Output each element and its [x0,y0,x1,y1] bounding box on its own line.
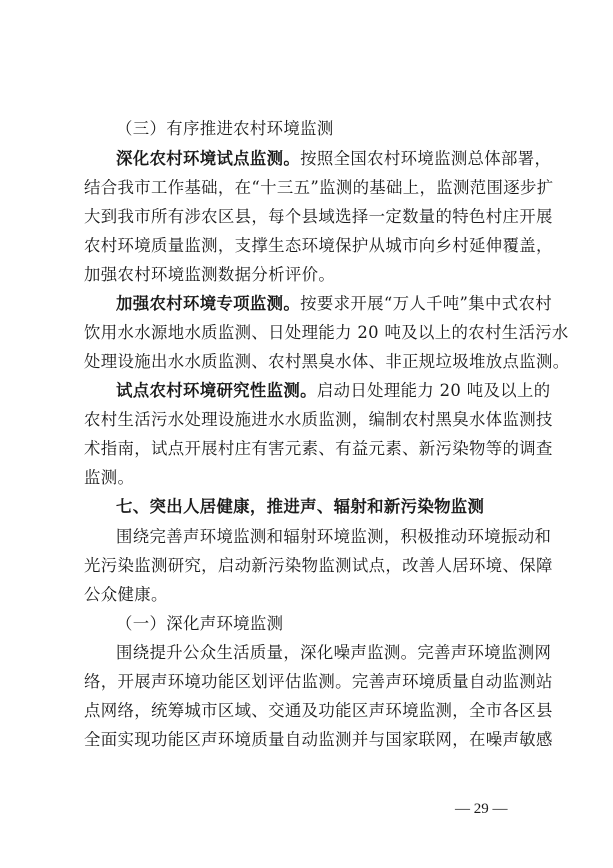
bold-lead: 加强农村环境专项监测。 [116,294,301,313]
paragraph-line [116,294,552,314]
text: 启动日处理能力 20 吨及以上的 [316,381,551,400]
paragraph-line [116,381,551,401]
paragraph-line: 农村生活污水处理设施进水水质监测，编制农村黑臭水体监测技 [84,410,553,429]
paragraph-line: 加强农村环境监测数据分析评价。 [84,265,336,284]
subsection-heading: （一）深化声环境监测 [116,614,284,633]
paragraph-line: 络，开展声环境功能区划评估监测。完善声环境质量自动监测站 [84,672,553,691]
paragraph-line: 光污染监测研究，启动新污染物监测试点，改善人居环境、保障 [84,556,553,575]
subsection-heading: （三）有序推进农村环境监测 [116,119,334,138]
paragraph-line: 大到我市所有涉农区县，每个县域选择一定数量的特色村庄开展 [84,207,553,226]
bold-lead: 试点农村环境研究性监测。 [116,381,317,400]
bold-lead: 深化农村环境试点监测。 [116,149,301,168]
section-heading: 七、突出人居健康，推进声、辐射和新污染物监测 [116,497,485,516]
page-number: — 29 — [455,801,508,817]
paragraph-line [116,149,552,169]
paragraph-line: 术指南，试点开展村庄有害元素、有益元素、新污染物等的调查 [84,439,553,458]
paragraph-line: 结合我市工作基础，在“十三五”监测的基础上，监测范围逐步扩 [84,178,554,197]
text: 按照全国农村环境监测总体部署， [300,149,552,168]
paragraph-line: 监测。 [84,468,135,487]
paragraph-line: 饮用水水源地水质监测、日处理能力 20 吨及以上的农村生活污水 [84,323,569,342]
paragraph-line: 公众健康。 [84,585,168,604]
paragraph-line: 全面实现功能区声环境质量自动监测并与国家联网，在噪声敏感 [84,730,553,749]
text: 按要求开展“万人千吨”集中式农村 [300,294,552,313]
paragraph-line: 围绕提升公众生活质量，深化噪声监测。完善声环境监测网 [116,643,552,662]
paragraph-line: 农村环境质量监测，支撑生态环境保护从城市向乡村延伸覆盖， [84,236,553,255]
paragraph-line: 围绕完善声环境监测和辐射环境监测，积极推动环境振动和 [116,527,552,546]
paragraph-line: 处理设施出水水质监测、农村黑臭水体、非正规垃圾堆放点监测。 [84,352,570,371]
paragraph-line: 点网络，统筹城市区域、交通及功能区声环境监测，全市各区县 [84,701,553,720]
